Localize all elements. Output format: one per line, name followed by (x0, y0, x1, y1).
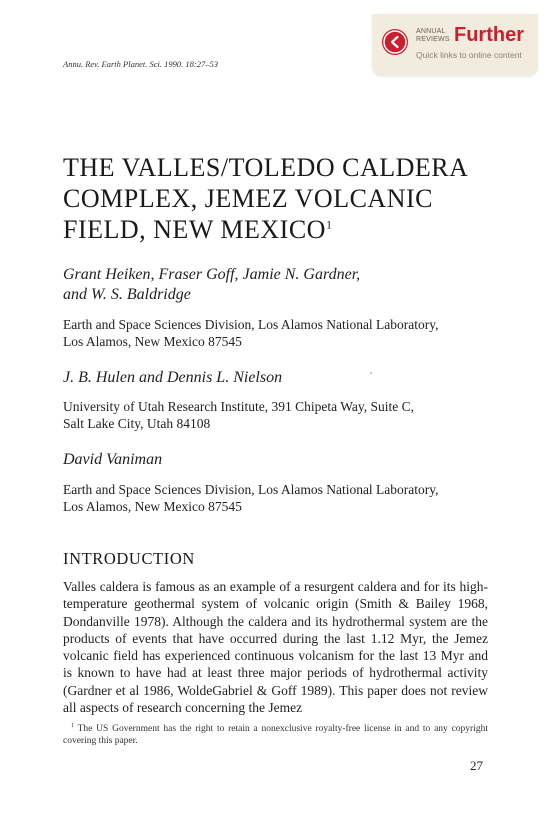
affiliation-line: Salt Lake City, Utah 84108 (63, 416, 211, 431)
arrow-icon (382, 29, 408, 55)
scan-speck (370, 372, 372, 374)
affiliation-line: Los Alamos, New Mexico 87545 (63, 334, 242, 349)
title-footnote-mark: 1 (325, 217, 333, 232)
affiliation-line: Earth and Space Sciences Division, Los Alamos National Laboratory, (63, 317, 439, 332)
badge-subtitle: Quick links to online content (416, 50, 522, 60)
affiliation-line: Los Alamos, New Mexico 87545 (63, 499, 242, 514)
author-line: J. B. Hulen and Dennis L. Nielson (63, 369, 283, 386)
body-paragraph: Valles caldera is famous as an example of a resurgent caldera and for its high-temperature geothermal system of volcanic origin (Smith & Bailey 1968, Dondanville 1978). Although the caldera and its hydrothermal system are the products of events that have occurred during the last 1.12 Myr, the Jemez volcanic field has experienced continuous volcanism for the last 13 Myr and is known to have had at least three major periods of hydrothermal activity (Gardner et al 1986, WoldeGabriel & Goff 1989). This paper does not review all aspects of research concerning the Jemez (63, 579, 488, 716)
author-group-3 (63, 450, 503, 470)
further-badge[interactable] (372, 14, 538, 76)
journal-reference: Annu. Rev. Earth Planet. Sci. 1990. 18:27–53 (63, 59, 218, 69)
affiliation-3 (63, 481, 503, 515)
author-line: and W. S. Baldridge (63, 286, 191, 303)
affiliation-1 (63, 316, 503, 350)
author-line: Grant Heiken, Fraser Goff, Jamie N. Gardner, (63, 266, 361, 283)
author-group-2 (63, 368, 503, 388)
badge-publisher-label: ANNUAL REVIEWS (416, 28, 450, 43)
affiliation-line: University of Utah Research Institute, 391 Chipeta Way, Suite C, (63, 399, 414, 414)
author-line: David Vaniman (63, 451, 163, 468)
footnote-text: The US Government has the right to retain a nonexclusive royalty-free license in and to any copyright covering this paper. (63, 724, 488, 747)
affiliation-2 (63, 398, 503, 432)
footnote (63, 720, 488, 747)
footnote-mark: 1 (71, 723, 74, 729)
page-number: 27 (470, 758, 483, 773)
author-group-1 (63, 265, 503, 305)
affiliation-line: Earth and Space Sciences Division, Los Alamos National Laboratory, (63, 482, 439, 497)
paper-title (63, 152, 503, 245)
badge-title: Further (454, 24, 524, 46)
paper-title-text: THE VALLES/TOLEDO CALDERA COMPLEX, JEMEZ VOLCANIC FIELD, NEW MEXICO (63, 153, 467, 244)
section-heading: INTRODUCTION (63, 549, 195, 568)
